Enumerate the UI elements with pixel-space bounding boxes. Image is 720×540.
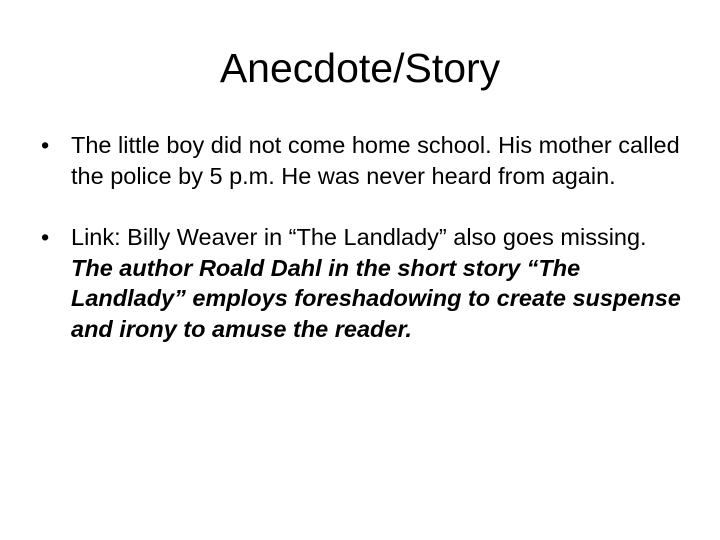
bullet-dot-icon: • [41,224,50,250]
bullet-item-link [36,222,686,344]
bullet-text: Link: Billy Weaver in “The Landlady” also goes missing. [71,224,647,250]
bullet-list [36,130,686,375]
bullet-item-anecdote [36,130,686,191]
bullet-dot-icon: • [41,132,50,158]
slide-title: Anecdote/Story [219,45,501,91]
bullet-emphasis-text: The author Roald Dahl in the short story “The Landlady” employs foreshadowing to create suspense and irony to amuse the reader. [71,254,681,342]
bullet-text: The little boy did not come home school. His mother called the police by 5 p.m. He was never heard from again. [71,132,680,189]
